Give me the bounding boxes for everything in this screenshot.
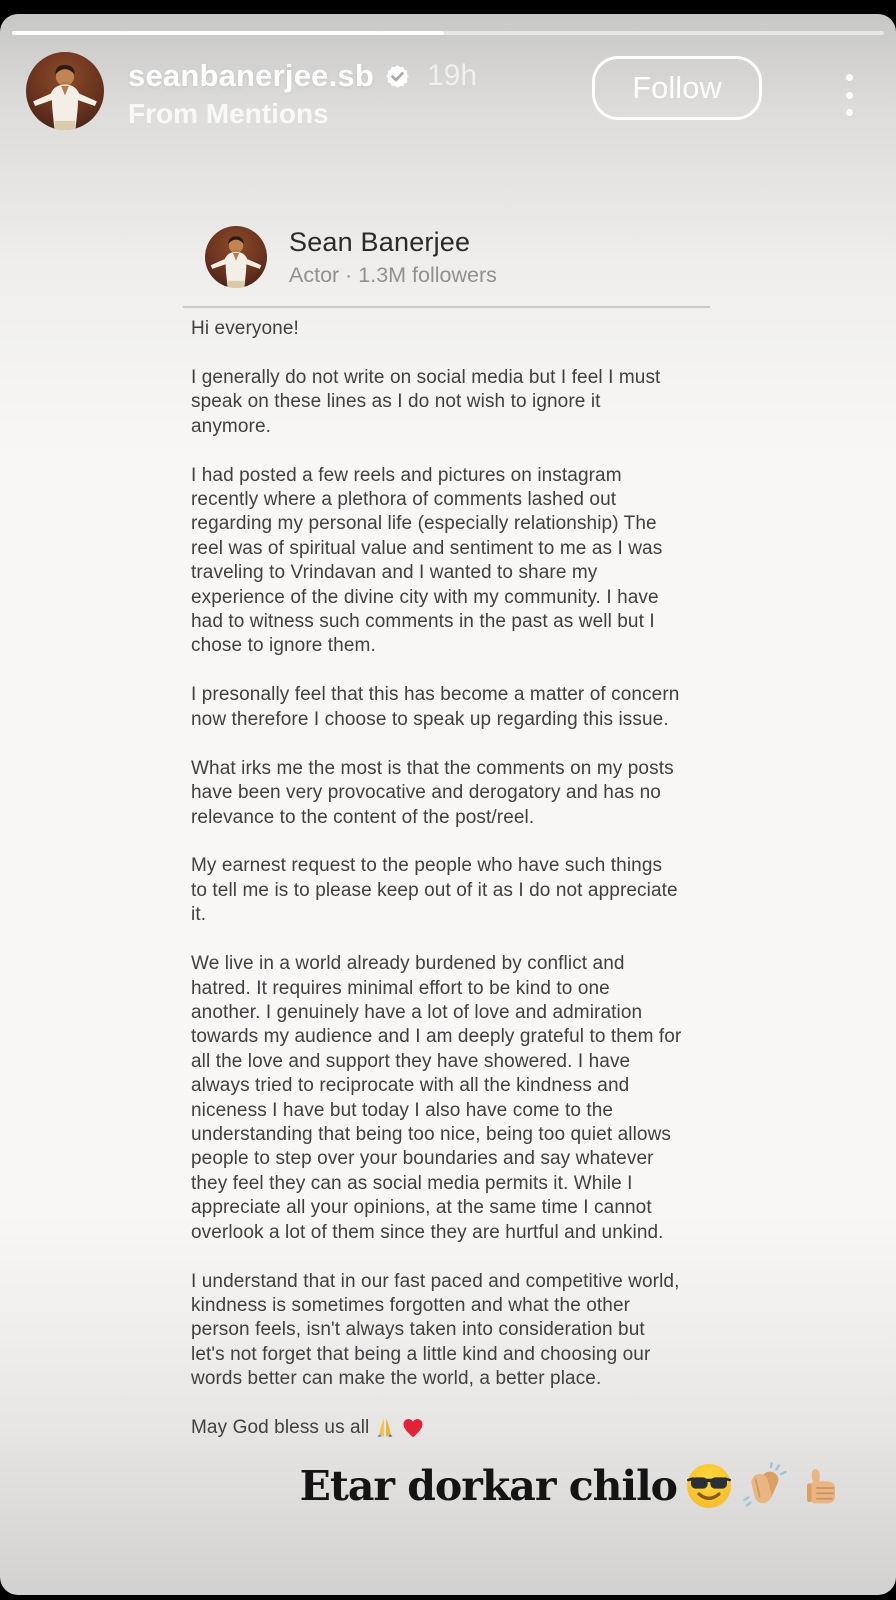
post-header bbox=[183, 226, 710, 288]
verified-badge-icon bbox=[384, 63, 411, 90]
shared-post-card bbox=[183, 226, 710, 1440]
story-source-label: From Mentions bbox=[128, 98, 329, 129]
story-header-text bbox=[128, 58, 477, 130]
folded-hands-emoji-icon bbox=[373, 1416, 397, 1440]
story-timestamp: 19h bbox=[426, 59, 478, 92]
story-caption bbox=[300, 1458, 845, 1514]
story-surface bbox=[0, 14, 896, 1595]
post-author-name: Sean Banerjee bbox=[289, 226, 471, 257]
more-options-button[interactable] bbox=[834, 72, 864, 118]
story-progress-fill bbox=[12, 31, 444, 35]
post-paragraph: Hi everyone! bbox=[191, 318, 299, 339]
post-paragraph: What irks me the most is that the comments on my posts have been very provocative and derogatory and has no relevance to the content of the post/reel. bbox=[191, 757, 674, 828]
post-paragraph: I presonally feel that this has become a matter of concern now therefore I choose to speak up regarding this issue. bbox=[191, 684, 680, 730]
red-heart-emoji-icon bbox=[401, 1416, 425, 1440]
post-paragraph: We live in a world already burdened by conflict and hatred. It requires minimal effort to be kind to one another. I genuinely have a lot of love and admiration towards my audience and I am deeply grateful to them for all the love and support they have showered. I have always tried to reciprocate with all the kindness and niceness I have but today I also have come to the understanding that being too nice, being too quiet allows people to step over your boundaries and say whatever they feel they can as social media permits it. While I appreciate all your opinions, at the same time I cannot overlook a lot of them since they are hurtful and unkind. bbox=[191, 953, 682, 1243]
story-username[interactable]: seanbanerjee.sb bbox=[128, 58, 374, 93]
post-closing-line bbox=[183, 1416, 682, 1440]
clapping-hands-emoji-icon bbox=[741, 1462, 789, 1510]
thumbs-up-emoji-icon bbox=[797, 1462, 845, 1510]
post-paragraph: I had posted a few reels and pictures on instagram recently where a plethora of comments lashed out regarding my personal life (especially relationship) The reel was of spiritual value and sentiment to me as I was traveling to Vrindavan and I wanted to share my experience of the divine city with my community. I have had to witness such comments in the past as well but I chose to ignore them. bbox=[191, 464, 663, 657]
post-paragraph: I generally do not write on social media but I feel I must speak on these lines as I do not wish to ignore it anymore. bbox=[191, 366, 661, 437]
post-avatar bbox=[205, 226, 267, 288]
story-progress-bar bbox=[12, 31, 884, 35]
post-paragraph: I understand that in our fast paced and competitive world, kindness is sometimes forgotten and what the other person feels, isn't always taken into consideration but let's not forget that being a little kind and choosing our words better can make the world, a better place. bbox=[191, 1270, 680, 1390]
kebab-menu-icon bbox=[846, 92, 853, 99]
story-header bbox=[26, 52, 872, 144]
follow-button[interactable]: Follow bbox=[592, 56, 762, 120]
kebab-menu-icon bbox=[846, 74, 853, 81]
kebab-menu-icon bbox=[846, 109, 853, 116]
post-paragraph: My earnest request to the people who have such things to tell me is to please keep out of it as I do not appreciate it. bbox=[191, 855, 678, 926]
post-divider bbox=[183, 306, 710, 308]
post-closing-text: May God bless us all bbox=[191, 1417, 370, 1439]
post-author-meta: Actor · 1.3M followers bbox=[289, 262, 497, 287]
smiling-face-with-sunglasses-emoji-icon bbox=[685, 1462, 733, 1510]
post-body bbox=[183, 317, 710, 1440]
story-avatar[interactable] bbox=[26, 52, 104, 130]
caption-text: Etar dorkar chilo bbox=[299, 1462, 677, 1510]
